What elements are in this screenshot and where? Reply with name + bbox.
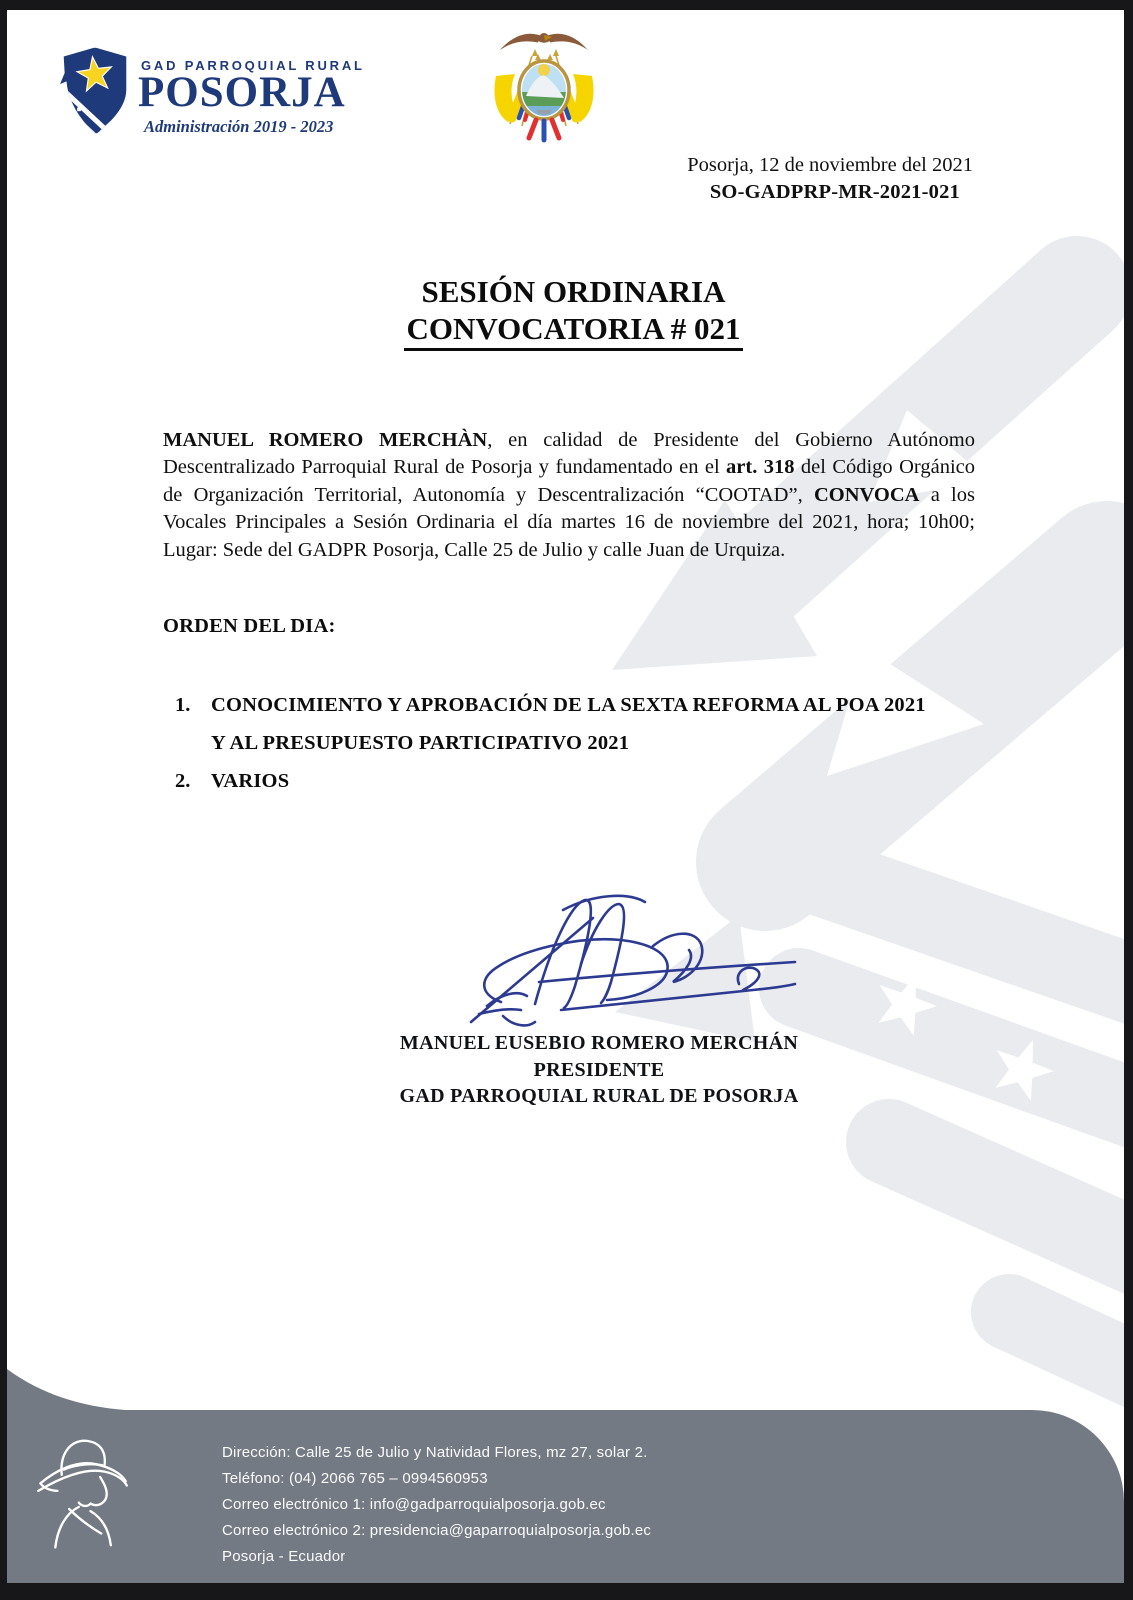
agenda-item-2-text: VARIOS [211,770,290,792]
logo-name: POSORJA [138,69,346,116]
agenda-heading: ORDEN DEL DIA: [163,615,336,637]
body-text-2: del Código Orgánico de Organización Territorial, Autonomía y Descentralización “COOTAD”, [163,456,975,506]
reference-number: SO-GADPRP-MR-2021-021 [709,181,960,203]
agenda-item-1-number: 1. [175,694,191,716]
signer-organization: GAD PARROQUIAL RURAL DE POSORJA [399,1085,799,1107]
title-line1: SESIÓN ORDINARIA [421,274,726,309]
body-text-3: a los Vocales Principales a Sesión Ordinaria el día martes 16 de noviembre del 2021, hora; 10h00; Lugar: Sede del GADPR Posorja, Calle 25 de Julio y calle Juan de Urquiza. [163,483,975,561]
title-line2: CONVOCATORIA # 021 [404,310,742,351]
footer-bar [7,1410,1124,1583]
footer-address: Dirección: Calle 25 de Julio y Natividad Flores, mz 27, solar 2. [222,1444,648,1461]
footer-contact-block [222,1440,651,1570]
footer-phone: Teléfono: (04) 2066 765 – 0994560953 [222,1470,488,1487]
agenda-item-2 [175,762,1005,800]
logo-subtitle: Administración 2019 - 2023 [144,117,334,136]
footer-wave-decoration [7,1361,137,1413]
document-content [7,10,1124,1583]
agenda-item-2-number: 2. [175,770,191,792]
posorja-shield-icon [49,32,141,150]
footer-location: Posorja - Ecuador [222,1548,346,1565]
signer-name: MANUEL EUSEBIO ROMERO MERCHÁN [399,1032,799,1054]
body-article-ref: art. 318 [726,456,795,479]
document-date: Posorja, 12 de noviembre del 2021 [687,154,973,176]
document-page [7,10,1124,1583]
body-text-1: , en calidad de Presidente del Gobierno Autónomo Descentralizado Parroquial Rural de Posorja y fundamentado en el [163,428,975,479]
agenda-item-1 [175,686,1005,762]
footer-email-1: Correo electrónico 1: info@gadparroquialposorja.gob.ec [222,1496,606,1513]
hat-man-icon [34,1434,130,1552]
body-paragraph [163,427,975,565]
logo-org-type: GAD PARROQUIAL RURAL [141,58,365,73]
document-title [15,273,1124,351]
signer-role: PRESIDENTE [533,1058,665,1081]
footer-email-2: Correo electrónico 2: presidencia@gaparroquialposorja.gob.ec [222,1522,652,1539]
signature-ink [443,886,807,1036]
ecuador-coat-of-arms-icon [480,26,608,144]
body-convoca: CONVOCA [813,483,920,506]
signer-block [149,1030,1049,1110]
agenda-item-1-text: CONOCIMIENTO Y APROBACIÓN DE LA SEXTA REFORMA AL POA 2021 Y AL PRESUPUESTO PARTICIPATIVO 2021 [211,694,926,754]
body-signer-name: MANUEL ROMERO MERCHÀN [163,428,488,451]
agenda-list [175,686,1005,800]
date-reference-block [687,152,973,206]
